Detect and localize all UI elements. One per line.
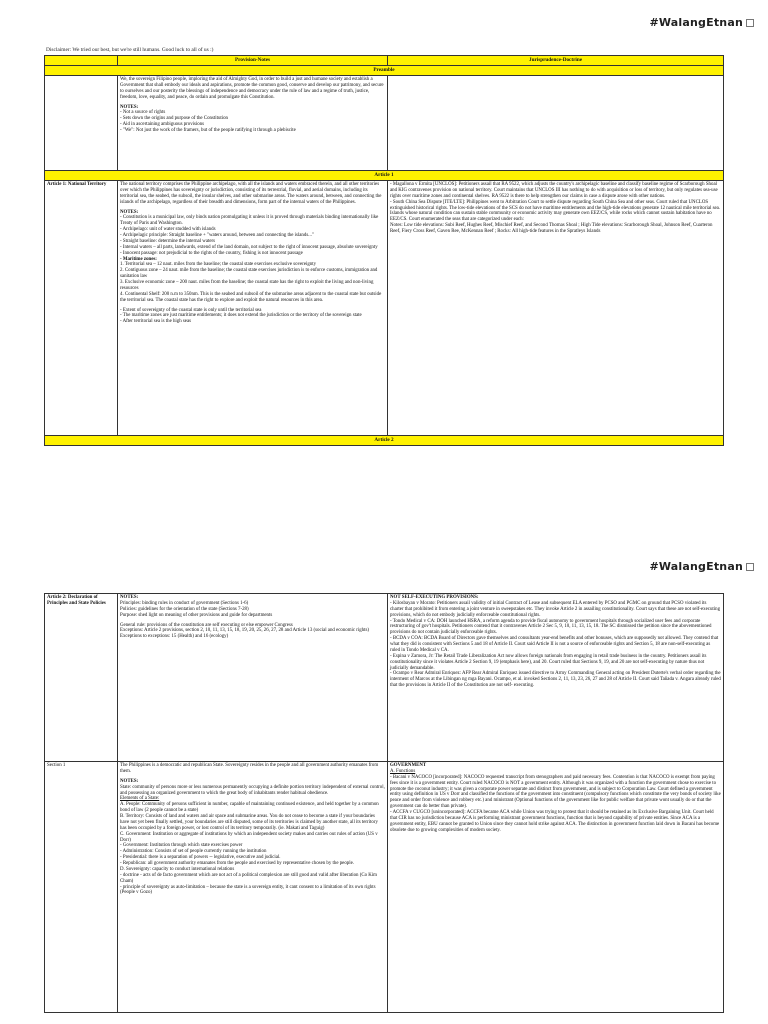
- section-1-notes-label: NOTES:: [120, 778, 139, 784]
- article-2-provision-cell: [118, 594, 388, 762]
- article-2-notes-label: NOTES:: [120, 595, 139, 600]
- article-2-note: Policies: guidelines for the orientation of the state (Sections 7-28): [120, 606, 249, 612]
- reviewer-table-page-2: [44, 593, 724, 1013]
- section-1-note: B. Territory: Consists of land and waters and air space and submarine areas. You do not cease to become a state if your boundaries have not yet been finally settled, your boundaries are still disputed, some of its territories is claimed by another state, all its territory has been occupied by a foreign power, or lost control of its territory temporarily. (ie. Makati and Taguig): [120, 814, 378, 831]
- section-1-provision-cell: [118, 762, 388, 1013]
- article-2-note: Purpose: shed light on meaning of other provisions and guide for departments: [120, 612, 273, 618]
- article-2-case: - BCDA v COA: BCDA Board of Directors gave themselves and consultants year-end benefits and other bonuses, which are supposedly not allowed. They contend that what they did is consistent with Sections 5 and 18 of Article II. Court said Article II is not a source of enforceable rights and Section 5, 18 are non-self-executing as ruled in Tondo Medical v CA.: [390, 636, 719, 653]
- section-1-juris-subtitle: A. Functions: [390, 768, 416, 774]
- section-1-jurisprudence-cell: [388, 762, 724, 1013]
- section-band-article-2: Article 2: [45, 436, 724, 446]
- section-1-note: - Administration: Consists of set of people currently running the institution: [120, 849, 267, 855]
- preamble-note: - "We": Not just the work of the framers, but of the people ratifying it through a plebiscite: [120, 128, 296, 133]
- article-1-text: The national territory comprises the Philippine archipelago, with all the islands and waters embraced therein, and all other territories over which the Philippines has sovereignty or jurisdiction, consisting of its terrestrial, fluvial, and aerial domains, including its territorial sea, the seabed, the subsoil, the insular shelves, and other submarine areas. The waters around, between, and connecting the islands of the archipelago, regardless of their breadth and dimensions, form part of the internal waters of the Philippines.: [120, 182, 382, 205]
- article-1-case: - South China Sea Dispute [ITE/LTE]: Philippines went to Arbitration Court to settle dispute regarding South China Sea and other seas. Court ruled that UNCLOS extinguished historical rights. The low-tide elevations of the SCS do not have maritime entitlements and the high-tide elevations generate 12 nautical mile territorial sea. Islands whose natural condition can sustain stable community or economic activity may generate own EEZ/CS, while rocks which cannot sustain habitation have no EEZ/CS. Court enumerated the seas that are categorized under each:: [390, 199, 721, 223]
- article-1-note: - Maritime zones:: [120, 256, 157, 262]
- table-row-article-2: [45, 594, 724, 762]
- brand-box-icon: [746, 19, 754, 27]
- article-2-note: Exceptions: Article 2 provisions, section 2, 10, 11, 13, 15, 18, 19, 20, 25, 26, 27, 28 and Article 13 (social and economic rights): [120, 628, 370, 634]
- article-1-note: - Extent of sovereignty of the coastal state is only until the territorial sea: [120, 307, 262, 313]
- section-1-note: A. People: Community of persons sufficient in number, capable of maintaining continued existence, and held together by a common bond of law (2 people cannot be a state): [120, 802, 379, 814]
- article-1-note: - Constitution is a municipal law, only binds nation promulgating it unless it is proved through materials binding internationally like Treaty of Paris and Washington.: [120, 215, 379, 227]
- section-band-article-1: Article 1: [45, 171, 724, 181]
- document-page-1: [0, 0, 768, 510]
- article-1-jurisprudence-cell: [388, 181, 724, 436]
- article-1-notes-label: NOTES:: [120, 209, 139, 215]
- disclaimer: Disclaimer: We tried our best, but we're still humans. Good luck to all of us :): [46, 47, 214, 53]
- article-1-note: - After territorial sea is the high seas: [120, 319, 192, 325]
- article-2-label: Article 2: Declaration of Principles and State Policies: [45, 594, 118, 762]
- brand-watermark: #WalangEtnan: [649, 560, 754, 573]
- section-band-preamble: Preamble: [45, 66, 724, 76]
- section-1-text: The Philippines is a democratic and republican State. Sovereignty resides in the people and all government authority emanates from them.: [120, 763, 379, 774]
- article-1-note: - Straight baseline: determine the internal waters: [120, 238, 216, 244]
- article-2-juris-title: NOT SELF-EXECUTING PROVISIONS:: [390, 595, 479, 600]
- article-2-note: Principles: binding rules in conduct of government (Sections 1-6): [120, 600, 249, 606]
- header-jurisprudence-doctrine: Jurisprudence-Doctrine: [388, 56, 724, 66]
- brand-watermark: #WalangEtnan: [649, 16, 754, 29]
- page-break: [0, 510, 768, 548]
- section-1-note: D. Sovereignty: capacity to conduct international relations: [120, 866, 235, 872]
- section-1-note: C. Government: Institution or aggregate of institutions by which an independent society makes and carries out rules of action (US v Dorr): [120, 831, 378, 843]
- section-1-note: - Presidential: there is a separation of powers -- legislative, executive and judicial.: [120, 855, 281, 861]
- section-1-case: - ACCFA v CUGCO [unincorporated]: ACCFA became ACA while Union was trying to protest that it should be retained as its Exclusive Bargaining Unit. Court held that CIR has no jurisdiction because ACA is performing ministrant government functions, function that is beyond capability of private entities. Since ACA is a government entity, EBU cannot be granted to Union since they cannot hold strike against ACA. The distinction in government function laid down in Bacani has become obsolete due to growing complexities of modern society.: [390, 810, 720, 833]
- section-1-note: - doctrine - acts of de facto government which are not act of a political complexion are still good and valid after liberation (Co Kim Cham): [120, 872, 377, 884]
- preamble-note: - Sets down the origins and purpose of the Constitution: [120, 116, 228, 122]
- article-1-case: - Magallona v Ermita [UNCLOS]: Petitioners assail that RA 9522, which adjusts the country's archipelagic baseline and classify baseline regime of Scarborough Shoal and KIG contravenes provision on national territory. Court maintains that UNCLOS III has nothing to do with acquisition or loss of territory, but only regulates sea-use rights over maritime zones and continental shelves. RA 9522 is there to help strengthen our claims in case a dispute arose with other nations.: [390, 182, 718, 199]
- preamble-note: - Not a source of rights: [120, 110, 166, 116]
- article-2-case: - Tondo Medical v CA: DOH launched HSRA, a reform agenda to provide fiscal autonomy to government hospitals through socialized user fees and corporate restructuring of gov't hospitals. Petitioners contend that it contravenes Article 2 Sec 5, 9, 10, 11, 13, 15, 18. The SC dismissed the petition since the abovementioned provisions do not contain judicially enforceable rights.: [390, 618, 712, 636]
- article-2-jurisprudence-cell: [388, 594, 724, 762]
- article-1-note: 1. Territorial sea – 12 naut. miles from the baseline; the coastal state exercises exclusive sovereignty: [120, 262, 317, 268]
- article-2-case: - Ocampo v Rear Admiral Enriquez: AFP Rear Admiral Enriquez issued directive to Army Commanding General acting on President Duterte's verbal order regarding the interment of Marcos at the Libingan ng mga Bayani. Ocampo, et al. invoked Sections 2, 11, 13, 23, 26, 27 and 28 of Article II. Court said Tañada v. Angara already ruled that the provisions in Article II of the Constitution are not self- executing.: [390, 671, 721, 689]
- article-1-note: 3. Exclusive economic zone – 200 naut. miles from the baseline; the coastal state has the right to exploit the living and non-living resources: [120, 280, 374, 291]
- table-row-section-1: [45, 762, 724, 1013]
- section-1-note: State: community of persons more or less numerous permanently occupying a definite portion territory independent of external control, and possessing an organized government to which the great body of inhabitants render habitual obedience.: [120, 784, 385, 796]
- article-1-provision-cell: [118, 181, 388, 436]
- article-1-note: 2. Contiguous zone – 24 naut. mile from the baseline; the coastal state exercises jurisdiction is to enforce customs, immigration and sanitation law: [120, 268, 378, 280]
- article-1-note: - Archipelagic principle: Straight baseline + "waters around, between and connecting the islands...": [120, 233, 314, 238]
- article-1-note: - Innocent passage: not prejudicial to the rights of the country, fishing is not innocent passage: [120, 250, 303, 256]
- article-1-case-notes: Notes: Low tide elevations: Subi Reef, Hughes Reef, Mischief Reef, and Second Thomas Shoal ; High Tide elevations: Scarborough Shoal, Johnson Reef, Cuarteron Reef, Fiery Cross Reef, Gaven Ree, McKennan Reef ; Rocks: All high-tide features in the Spratleys Islands: [390, 223, 713, 234]
- preamble-jurisprudence-cell: [388, 76, 724, 171]
- table-row-article-1: [45, 181, 724, 436]
- table-header-row: [45, 56, 724, 66]
- section-1-note: - Government: Institution through which state exercises power: [120, 843, 243, 849]
- preamble-notes-label: NOTES:: [120, 104, 139, 110]
- article-1-note: - The maritime zones are just maritime entitlements; it does not extend the jurisdiction or the territory of the sovereign state: [120, 313, 362, 319]
- preamble-note: - Aid in ascertaining ambiguous provisions: [120, 122, 205, 128]
- article-1-label: Article 1: National Territory: [45, 181, 118, 436]
- table-row-preamble: [45, 76, 724, 171]
- preamble-provision-cell: [118, 76, 388, 171]
- section-1-juris-title: GOVERNMENT: [390, 763, 427, 768]
- header-provision-notes: Provision-Notes: [118, 56, 388, 66]
- article-2-note: General rule: provisions of the constitution are self executing or else empower Congress: [120, 622, 293, 628]
- article-1-note: - Internal waters – all parts, landwards, extend of the land domain, not subject to the right of innocent passage, absolute sovereignty: [120, 244, 378, 250]
- article-2-case: - Kilosbayan v Morato: Petitioners assail validity of initial Contract of Lease and subsequent ELA entered by PCSO and PGMC on ground that PCSO violated its charter that prohibited it from entering a joint venture in sweepstakes etc. They invoke Article 2 in assailing constitutionality. Court says that these are not self-executing provisions, which do not embody judicially enforceable constitutional rights.: [390, 600, 721, 618]
- section-1-note: - Republican: all government authority emanates from the people and exercised by representative chosen by the people.: [120, 861, 354, 866]
- section-1-label: Section 1: [45, 762, 118, 1013]
- article-2-note: Exceptions to exceptions: 15 (Health) and 16 (ecology): [120, 634, 229, 640]
- article-1-note: - Archipelago: unit of water studded with islands: [120, 227, 216, 233]
- article-2-case: - Espina v Zamora, Jr: The Retail Trade Liberalization Act now allows foreign nationals from engaging in retail trade business in the country. Petitioners assail its constitutionality since it violates Article 2 Section 9, 19 (emphasis here), and 20. Court ruled that Sections 9, 19, and 20 are not self-executing by nature thus not judicially demandable.: [390, 653, 707, 671]
- document-page-2: [0, 548, 768, 1024]
- reviewer-table-page-1: [44, 55, 724, 446]
- article-1-note: 4. Continental Shelf: 200 n.m to 350nm. This is the seabed and subsoil of the submarine areas adjacent to the coastal state but outside the territorial sea. The coastal state has the right to explore and exploit the natural resources in this area.: [120, 291, 382, 303]
- section-1-case: - Bacani v NACOCO [incorporated]: NACOCO requested transcript from stenographers and paid necessary fees. Contention is that NACOCO is exempt from paying fees since it is a government entity. Court ruled NACOCO is NOT a government entity. Although it was organized with a function the government chose to exercise to promote the coconut industry; it was given a corporate power separate and distinct from government, and is subject to Corporation Law. Court defined a government entity using definition in US v Dorr and classified the functions of the government into constituent (compulsory functions which constitute the very bonds of society like peace and order from violence and robbery etc.) and ministrant (Optional functions of the government like for public welfare that private wont usually do or that the government can do better than private).: [390, 774, 721, 810]
- brand-box-icon: [746, 563, 754, 571]
- preamble-text: We, the sovereign Filipino people, imploring the aid of Almighty God, in order to build a just and humane society and establish a Government that shall embody our ideals and aspirations, promote the common good, conserve and develop our patrimony, and secure to ourselves and our posterity the blessings of independence and democracy under the rule of law and a regime of truth, justice, freedom, love, equality, and peace, do ordain and promulgate this Constitution.: [120, 77, 384, 100]
- section-1-note: Elements of a State:: [120, 796, 160, 802]
- section-1-note: - principle of sovereignty as auto-limitation – because the state is a sovereign entity, it cant consent to a limitation of its own rights (People v Gozo): [120, 884, 376, 896]
